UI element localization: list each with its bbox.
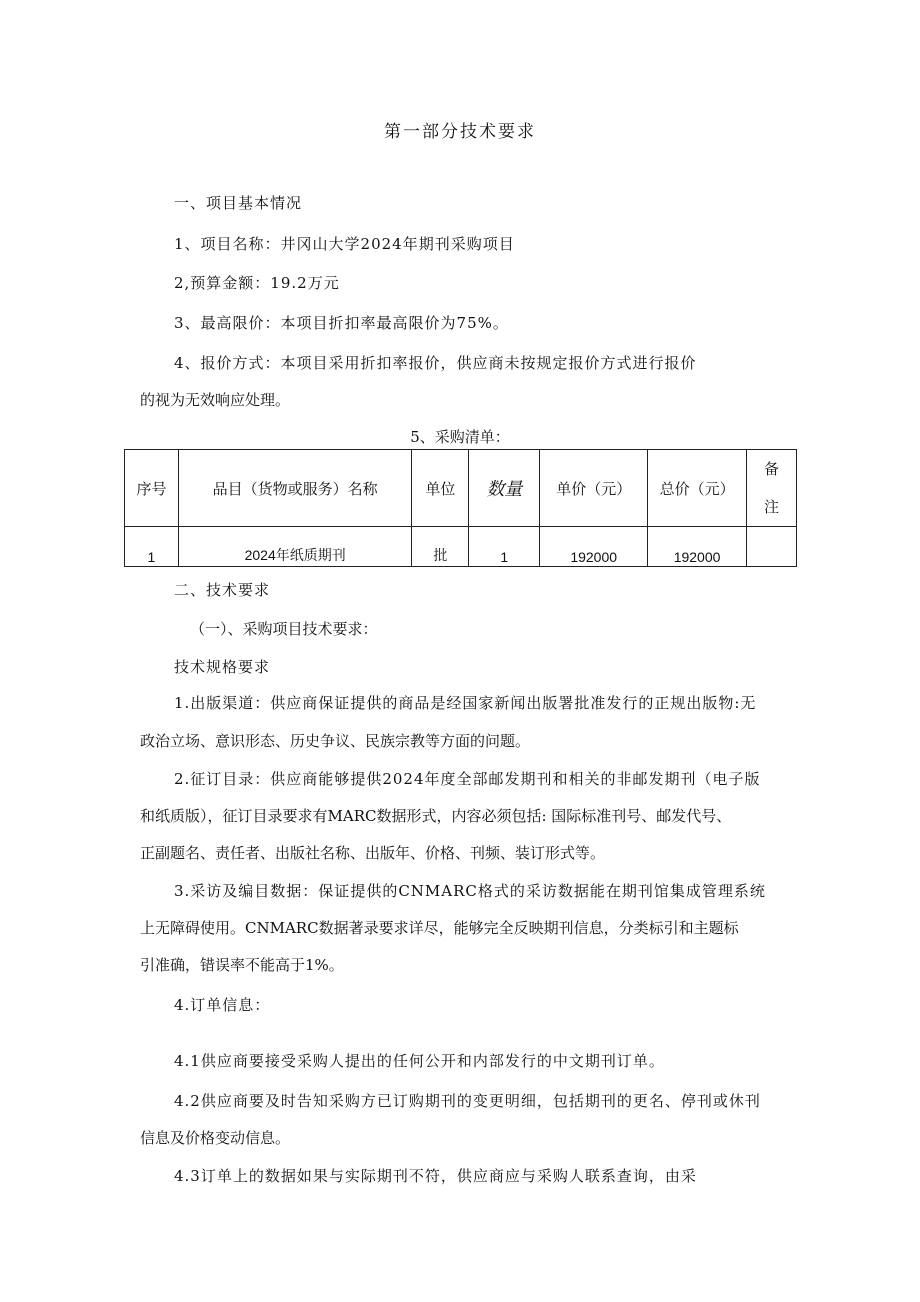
page-title: 第一部分技术要求 (384, 122, 536, 142)
procurement-table (124, 449, 797, 567)
section-heading-tech: 二、技术要求 (174, 581, 271, 599)
cell-unit-price: 192000 (540, 527, 648, 567)
cell-seq: 1 (125, 527, 179, 567)
para1-line2: 政治立场、意识形态、历史争议、民族宗教等方面的问题。 (140, 732, 531, 750)
section-heading-basic-info: 一、项目基本情况 (174, 194, 303, 212)
header-note-top: 备 (764, 460, 780, 478)
quote-method-line2: 的视为无效响应处理。 (140, 391, 291, 409)
max-price-limit: 3、最高限价：本项目折扣率最高限价为75%。 (174, 314, 509, 332)
para41: 4.1供应商要接受采购人提出的任何公开和内部发行的中文期刊订单。 (174, 1052, 665, 1070)
para2-line1: 2.征订目录：供应商能够提供2024年度全部邮发期刊和相关的非邮发期刊（电子版 (174, 770, 761, 788)
header-unit: 单位 (412, 450, 469, 527)
header-quantity: 数量 (469, 450, 540, 527)
cell-note (747, 527, 797, 567)
cell-total-price: 192000 (648, 527, 747, 567)
para42-line1: 4.2供应商要及时告知采购方已订购期刊的变更明细，包括期刊的更名、停刊或休刊 (174, 1092, 761, 1110)
para42-line2: 信息及价格变动信息。 (140, 1129, 291, 1147)
header-total-price: 总价（元） (648, 450, 747, 527)
cell-item-name: 2024年纸质期刊 (178, 527, 412, 567)
table-row (125, 527, 797, 567)
para3-line1: 3.采访及编目数据：保证提供的CNMARC格式的采访数据能在期刊馆集成管理系统 (174, 882, 766, 900)
table-header-row (125, 450, 797, 527)
cell-unit: 批 (412, 527, 469, 567)
budget-amount: 2,预算金额：19.2万元 (174, 274, 340, 292)
quote-method-line1: 4、报价方式：本项目采用折扣率报价，供应商未按规定报价方式进行报价 (174, 354, 697, 372)
header-note-bottom: 注 (764, 498, 780, 516)
procurement-list-heading: 5、采购清单： (410, 428, 510, 446)
para3-line3: 引准确，错误率不能高于1%。 (140, 956, 344, 974)
header-unit-price: 单价（元） (540, 450, 648, 527)
project-name: 1、项目名称：井冈山大学2024年期刊采购项目 (174, 235, 515, 253)
header-seq: 序号 (125, 450, 179, 527)
para3-line2: 上无障碍使用。CNMARC数据著录要求详尽，能够完全反映期刊信息，分类标引和主题标 (140, 919, 739, 937)
para43: 4.3订单上的数据如果与实际期刊不符，供应商应与采购人联系查询，由采 (174, 1167, 697, 1185)
para2-line3: 正副题名、责任者、出版社名称、出版年、价格、刊频、装订形式等。 (140, 844, 606, 862)
para2-line2: 和纸质版），征订目录要求有MARC数据形式，内容必须包括: 国际标准刊号、邮发代号、 (140, 807, 732, 825)
spec-heading: 技术规格要求 (174, 658, 271, 676)
para1-line1: 1.出版渠道：供应商保证提供的商品是经国家新闻出版署批准发行的正规出版物:无 (174, 694, 757, 712)
header-item-name: 品目（货物或服务）名称 (178, 450, 412, 527)
order-info-heading: 4.订单信息： (174, 996, 271, 1014)
cell-quantity: 1 (469, 527, 540, 567)
header-note (747, 450, 797, 527)
subsection-heading: （一）、采购项目技术要求： (190, 620, 378, 638)
